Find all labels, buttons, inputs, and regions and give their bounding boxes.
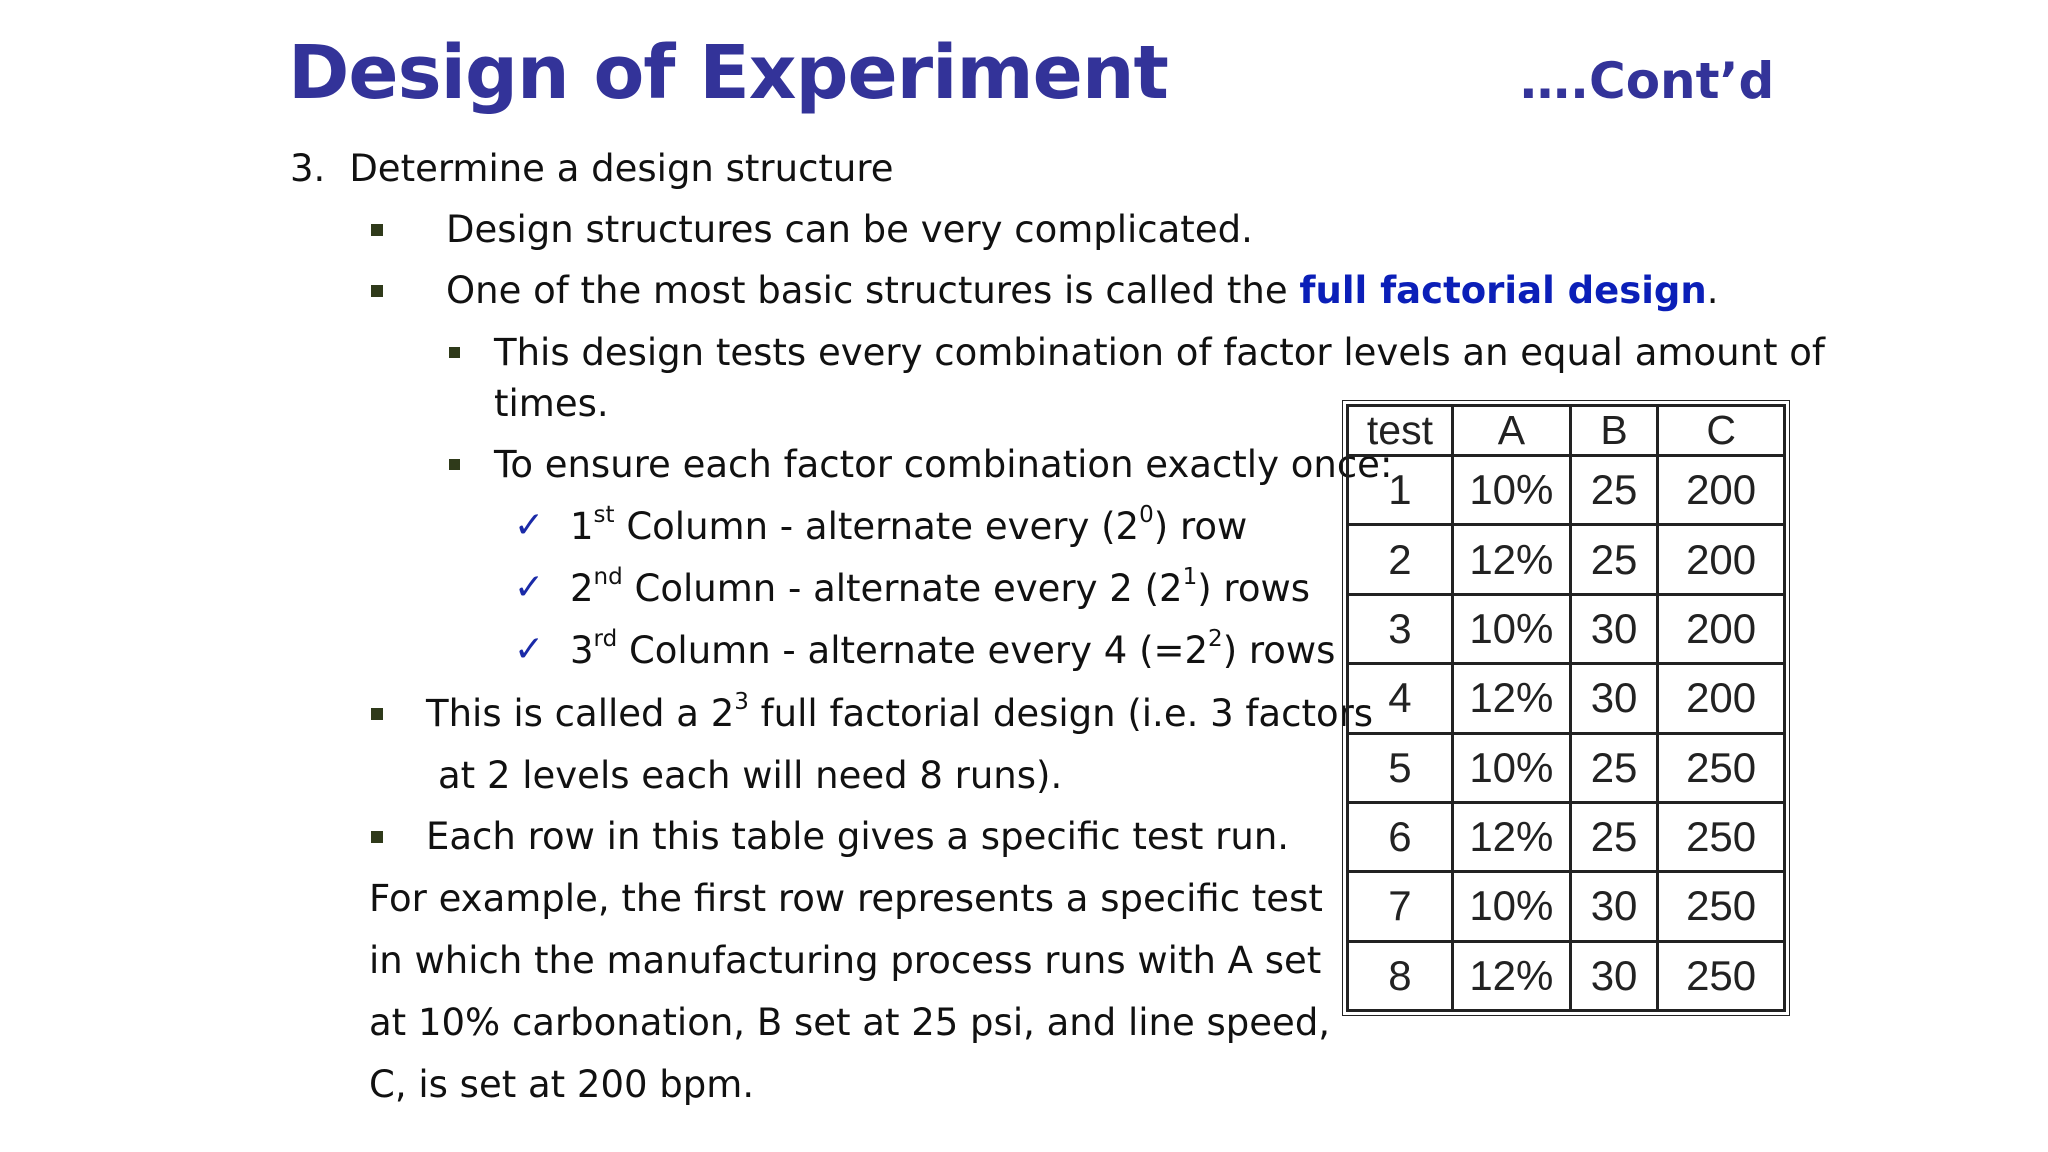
square-bullet-icon (371, 224, 383, 236)
table-cell: 1 (1348, 456, 1453, 525)
table-row (1348, 872, 1785, 941)
step-number: 3. (290, 147, 326, 190)
checkmark-icon: ✓ (514, 505, 545, 546)
table-cell: 4 (1348, 664, 1453, 733)
table-cell: 6 (1348, 802, 1453, 871)
bullet-item: Design structures can be very complicated. (446, 208, 1253, 251)
square-bullet-icon (371, 708, 383, 720)
paragraph-line: in which the manufacturing process runs with A set (369, 939, 1322, 982)
table-cell: 10% (1452, 733, 1570, 802)
table-cell: 10% (1452, 456, 1570, 525)
table-cell: 30 (1570, 872, 1657, 941)
table-cell: 10% (1452, 872, 1570, 941)
table-cell: 250 (1658, 872, 1785, 941)
continued-label: ….Cont’d (1520, 52, 1775, 110)
table-row (1348, 456, 1785, 525)
table-cell: 250 (1658, 733, 1785, 802)
paragraph-line: at 10% carbonation, B set at 25 psi, and line speed, (369, 1001, 1331, 1044)
paragraph-line: For example, the first row represents a specific test (369, 877, 1323, 920)
table-cell: 200 (1658, 456, 1785, 525)
factorial-table-frame (1342, 400, 1790, 1016)
table-cell: 30 (1570, 594, 1657, 663)
step-text: Determine a design structure (349, 147, 894, 190)
table-row (1348, 941, 1785, 1010)
check-item: 1st Column - alternate every $(2^0)$ row (570, 501, 1248, 548)
square-bullet-icon (449, 347, 460, 358)
table-cell: 5 (1348, 733, 1453, 802)
table-row (1348, 594, 1785, 663)
checkmark-icon: ✓ (514, 629, 545, 670)
step-item (290, 146, 894, 192)
square-bullet-icon (449, 459, 460, 470)
table-cell: 200 (1658, 664, 1785, 733)
factorial-design-table (1346, 404, 1786, 1012)
table-row (1348, 525, 1785, 594)
table-cell: 30 (1570, 664, 1657, 733)
sub-bullet-item: To ensure each factor combination exactly once: (494, 443, 1393, 486)
table-header-cell: C (1658, 406, 1785, 456)
square-bullet-icon (371, 285, 383, 297)
paragraph-line: C, is set at 200 bpm. (369, 1063, 755, 1106)
bullet-continuation: at 2 levels each will need 8 runs). (438, 754, 1063, 797)
table-row (1348, 733, 1785, 802)
checkmark-icon: ✓ (514, 567, 545, 608)
table-row (1348, 664, 1785, 733)
table-cell: 12% (1452, 664, 1570, 733)
bullet-text-end: . (1706, 269, 1719, 312)
table-cell: 3 (1348, 594, 1453, 663)
table-cell: 2 (1348, 525, 1453, 594)
table-body (1348, 456, 1785, 1011)
sub-bullet-continuation: times. (494, 382, 609, 425)
check-item: 3rd Column - alternate every 4 $(=2^2)$ rows (570, 625, 1336, 672)
bullet-item (446, 268, 1719, 314)
table-header-cell: A (1452, 406, 1570, 456)
table-header-cell: B (1570, 406, 1657, 456)
table-cell: 25 (1570, 802, 1657, 871)
slide-title: Design of Experiment (288, 30, 1168, 116)
table-row (1348, 802, 1785, 871)
table-cell: 25 (1570, 456, 1657, 525)
table-header-row (1348, 406, 1785, 456)
table-cell: 25 (1570, 733, 1657, 802)
bullet-item: Each row in this table gives a specific test run. (426, 815, 1290, 858)
table-header-cell: test (1348, 406, 1453, 456)
bullet-item: This is called a $2^3$ full factorial design (i.e. 3 factors (426, 688, 1374, 735)
check-item: 2nd Column - alternate every 2 $(2^1)$ rows (570, 563, 1310, 610)
table-cell: 250 (1658, 941, 1785, 1010)
table-cell: 30 (1570, 941, 1657, 1010)
table-cell: 200 (1658, 594, 1785, 663)
table-cell: 12% (1452, 941, 1570, 1010)
table-cell: 12% (1452, 802, 1570, 871)
table-cell: 10% (1452, 594, 1570, 663)
highlight-term: full factorial design (1299, 269, 1707, 312)
table-cell: 200 (1658, 525, 1785, 594)
table-cell: 250 (1658, 802, 1785, 871)
sub-bullet-item: This design tests every combination of factor levels an equal amount of (494, 331, 1825, 374)
table-cell: 12% (1452, 525, 1570, 594)
bullet-text: One of the most basic structures is called the (446, 269, 1300, 312)
table-cell: 7 (1348, 872, 1453, 941)
square-bullet-icon (371, 831, 383, 843)
table-cell: 25 (1570, 525, 1657, 594)
table-cell: 8 (1348, 941, 1453, 1010)
